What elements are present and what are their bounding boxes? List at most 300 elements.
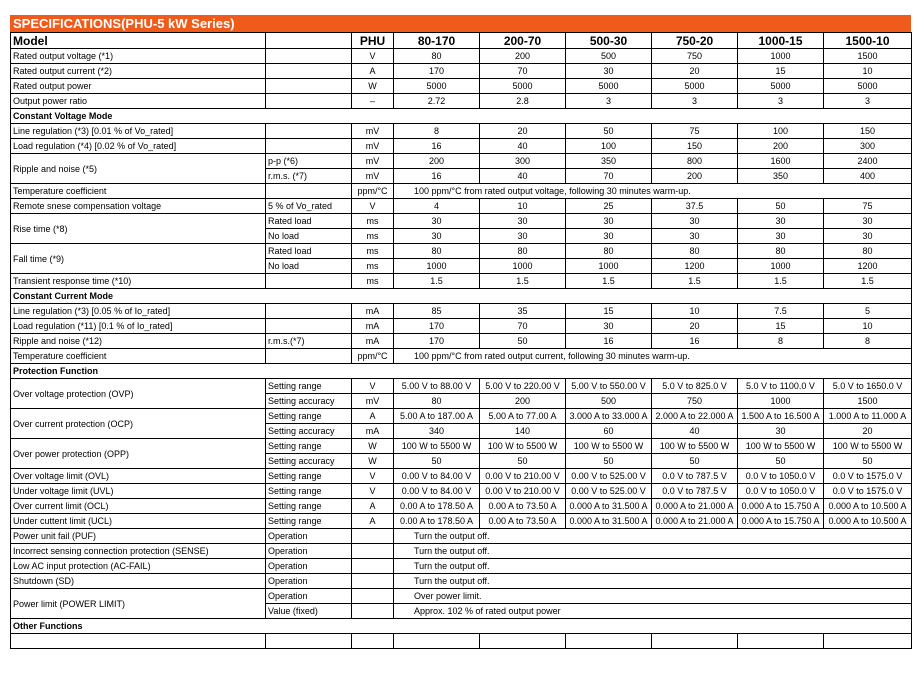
spec-value: 40 [480, 139, 566, 154]
spec-value: 85 [394, 304, 480, 319]
section-header-row [11, 289, 912, 304]
spec-value: 80 [394, 394, 480, 409]
spec-condition: Operation [266, 529, 352, 544]
spec-row [11, 589, 912, 604]
spec-row [11, 124, 912, 139]
spec-value: 30 [738, 229, 824, 244]
spec-row [11, 79, 912, 94]
spec-label: Output power ratio [11, 94, 266, 109]
spec-empty-cell [566, 634, 652, 649]
section-header-row [11, 109, 912, 124]
spec-unit [352, 559, 394, 574]
spec-unit: mA [352, 334, 394, 349]
spec-value: 100 W to 5500 W [652, 439, 738, 454]
spec-label: Ripple and noise (*12) [11, 334, 266, 349]
spec-value: 1.5 [566, 274, 652, 289]
spec-value: 80 [566, 244, 652, 259]
spec-value: 1500 [824, 49, 912, 64]
spec-condition: Rated load [266, 244, 352, 259]
spec-unit: ppm/°C [352, 349, 394, 364]
spec-empty-cell [824, 634, 912, 649]
spec-value: 10 [824, 64, 912, 79]
spec-value: 5.00 V to 220.00 V [480, 379, 566, 394]
spec-label: Temperature coefficient [11, 349, 266, 364]
spec-value: 16 [652, 334, 738, 349]
spec-value: 15 [738, 64, 824, 79]
spec-row [11, 154, 912, 169]
spec-value: 7.5 [738, 304, 824, 319]
spec-value: 50 [824, 454, 912, 469]
header-model-col: 200-70 [480, 33, 566, 49]
spec-label: Shutdown (SD) [11, 574, 266, 589]
spec-value: 80 [394, 244, 480, 259]
spec-value: 170 [394, 319, 480, 334]
spec-unit [352, 574, 394, 589]
spec-description: Turn the output off. [394, 574, 912, 589]
spec-value: 1.5 [652, 274, 738, 289]
spec-condition [266, 49, 352, 64]
spec-row [11, 499, 912, 514]
spec-value: 70 [566, 169, 652, 184]
spec-value: 200 [394, 154, 480, 169]
section-title: Other Functions [11, 619, 912, 634]
spec-value: 8 [824, 334, 912, 349]
spec-value: 2.72 [394, 94, 480, 109]
spec-condition: Operation [266, 544, 352, 559]
spec-value: 15 [566, 304, 652, 319]
spec-value: 5.00 V to 88.00 V [394, 379, 480, 394]
spec-value: 5.00 A to 77.00 A [480, 409, 566, 424]
spec-value: 2.000 A to 22.000 A [652, 409, 738, 424]
spec-label: Transient response time (*10) [11, 274, 266, 289]
spec-title: SPECIFICATIONS(PHU-5 kW Series) [10, 15, 911, 32]
header-model-col: 500-30 [566, 33, 652, 49]
spec-unit: A [352, 64, 394, 79]
spec-value: 100 W to 5500 W [824, 439, 912, 454]
spec-value: 0.00 A to 178.50 A [394, 499, 480, 514]
spec-row [11, 514, 912, 529]
spec-condition: Operation [266, 559, 352, 574]
spec-unit: V [352, 49, 394, 64]
spec-value: 2.8 [480, 94, 566, 109]
spec-value: 50 [738, 454, 824, 469]
spec-empty-cell [652, 634, 738, 649]
spec-condition [266, 274, 352, 289]
spec-value: 5 [824, 304, 912, 319]
spec-label: Over voltage protection (OVP) [11, 379, 266, 409]
spec-row [11, 184, 912, 199]
spec-value: 20 [824, 424, 912, 439]
spec-value: 10 [652, 304, 738, 319]
spec-description: Turn the output off. [394, 544, 912, 559]
spec-value: 50 [394, 454, 480, 469]
spec-label: Power unit fail (PUF) [11, 529, 266, 544]
spec-value: 5000 [824, 79, 912, 94]
spec-value: 5.00 V to 550.00 V [566, 379, 652, 394]
spec-value: 500 [566, 49, 652, 64]
spec-value: 170 [394, 64, 480, 79]
spec-value: 800 [652, 154, 738, 169]
spec-unit: ms [352, 244, 394, 259]
spec-value: 100 W to 5500 W [394, 439, 480, 454]
spec-value: 0.00 V to 210.00 V [480, 484, 566, 499]
spec-table [10, 32, 912, 649]
spec-label: Low AC input protection (AC-FAIL) [11, 559, 266, 574]
header-model-col: 750-20 [652, 33, 738, 49]
spec-value: 8 [394, 124, 480, 139]
header-unit: PHU [352, 33, 394, 49]
spec-unit: mA [352, 424, 394, 439]
spec-label: Over current limit (OCL) [11, 499, 266, 514]
spec-unit: V [352, 199, 394, 214]
spec-condition: Setting range [266, 379, 352, 394]
spec-value: 1200 [652, 259, 738, 274]
spec-value: 16 [394, 169, 480, 184]
spec-value: 500 [566, 394, 652, 409]
spec-value: 340 [394, 424, 480, 439]
spec-unit: A [352, 514, 394, 529]
spec-value: 0.000 A to 15.750 A [738, 514, 824, 529]
spec-description: 100 ppm/°C from rated output voltage, following 30 minutes warm-up. [394, 184, 912, 199]
section-title: Protection Function [11, 364, 912, 379]
spec-value: 2400 [824, 154, 912, 169]
spec-condition: No load [266, 259, 352, 274]
spec-empty-cell [266, 634, 352, 649]
spec-label: Rated output current (*2) [11, 64, 266, 79]
spec-label: Rated output power [11, 79, 266, 94]
spec-label: Incorrect sensing connection protection (SENSE) [11, 544, 266, 559]
spec-value: 0.0 V to 787.5 V [652, 484, 738, 499]
spec-row [11, 409, 912, 424]
spec-row [11, 484, 912, 499]
spec-value: 0.000 A to 21.000 A [652, 499, 738, 514]
header-model-col: 1500-10 [824, 33, 912, 49]
spec-unit: mA [352, 319, 394, 334]
spec-value: 75 [824, 199, 912, 214]
spec-condition: r.m.s.(*7) [266, 334, 352, 349]
spec-value: 3 [824, 94, 912, 109]
spec-value: 5000 [738, 79, 824, 94]
spec-condition: Setting accuracy [266, 424, 352, 439]
spec-value: 80 [824, 244, 912, 259]
spec-unit: mV [352, 139, 394, 154]
spec-row [11, 244, 912, 259]
spec-value: 0.00 A to 178.50 A [394, 514, 480, 529]
spec-row [11, 214, 912, 229]
spec-value: 0.0 V to 1050.0 V [738, 484, 824, 499]
spec-description: Turn the output off. [394, 559, 912, 574]
spec-value: 0.000 A to 15.750 A [738, 499, 824, 514]
spec-value: 25 [566, 199, 652, 214]
spec-value: 0.000 A to 10.500 A [824, 499, 912, 514]
section-title: Constant Voltage Mode [11, 109, 912, 124]
spec-row [11, 139, 912, 154]
spec-label: Line regulation (*3) [0.01 % of Vo_rated] [11, 124, 266, 139]
spec-condition [266, 184, 352, 199]
spec-value: 30 [738, 214, 824, 229]
spec-value: 20 [652, 64, 738, 79]
spec-value: 5.0 V to 1100.0 V [738, 379, 824, 394]
spec-value: 30 [824, 229, 912, 244]
spec-value: 1200 [824, 259, 912, 274]
spec-value: 35 [480, 304, 566, 319]
spec-value: 5.0 V to 1650.0 V [824, 379, 912, 394]
spec-condition: Setting accuracy [266, 454, 352, 469]
spec-row [11, 634, 912, 649]
spec-value: 40 [652, 424, 738, 439]
spec-unit: ms [352, 229, 394, 244]
spec-unit: V [352, 484, 394, 499]
spec-value: 0.00 V to 525.00 V [566, 469, 652, 484]
spec-condition [266, 319, 352, 334]
spec-row [11, 529, 912, 544]
spec-value: 3 [652, 94, 738, 109]
spec-row [11, 274, 912, 289]
spec-value: 80 [738, 244, 824, 259]
spec-value: 50 [566, 454, 652, 469]
spec-row [11, 94, 912, 109]
spec-description: Approx. 102 % of rated output power [394, 604, 912, 619]
spec-condition: Setting range [266, 514, 352, 529]
spec-unit: mV [352, 154, 394, 169]
spec-value: 1000 [394, 259, 480, 274]
spec-value: 50 [652, 454, 738, 469]
spec-unit: V [352, 469, 394, 484]
spec-value: 750 [652, 49, 738, 64]
spec-empty-cell [11, 634, 266, 649]
spec-condition: Setting accuracy [266, 394, 352, 409]
spec-description: Over power limit. [394, 589, 912, 604]
spec-label: Over power protection (OPP) [11, 439, 266, 469]
spec-row [11, 304, 912, 319]
spec-condition: Setting range [266, 499, 352, 514]
spec-unit: ppm/°C [352, 184, 394, 199]
spec-value: 100 W to 5500 W [480, 439, 566, 454]
spec-unit: ms [352, 274, 394, 289]
spec-sheet [10, 15, 911, 649]
spec-value: 150 [824, 124, 912, 139]
spec-row [11, 574, 912, 589]
spec-condition: Rated load [266, 214, 352, 229]
spec-value: 70 [480, 64, 566, 79]
spec-value: 0.00 A to 73.50 A [480, 514, 566, 529]
spec-value: 20 [652, 319, 738, 334]
spec-value: 1.5 [738, 274, 824, 289]
spec-unit: W [352, 454, 394, 469]
spec-empty-cell [738, 634, 824, 649]
spec-label: Rise time (*8) [11, 214, 266, 244]
spec-value: 50 [480, 334, 566, 349]
spec-condition: Operation [266, 574, 352, 589]
spec-value: 5000 [394, 79, 480, 94]
spec-condition: No load [266, 229, 352, 244]
spec-value: 8 [738, 334, 824, 349]
spec-row [11, 349, 912, 364]
spec-value: 5000 [566, 79, 652, 94]
spec-value: 1500 [824, 394, 912, 409]
spec-value: 150 [652, 139, 738, 154]
spec-value: 30 [652, 229, 738, 244]
spec-value: 0.0 V to 1575.0 V [824, 484, 912, 499]
spec-empty-cell [480, 634, 566, 649]
spec-value: 30 [566, 319, 652, 334]
spec-label: Over voltage limit (OVL) [11, 469, 266, 484]
spec-label: Power limit (POWER LIMIT) [11, 589, 266, 619]
spec-value: 50 [566, 124, 652, 139]
spec-value: 0.00 V to 525.00 V [566, 484, 652, 499]
spec-value: 30 [480, 214, 566, 229]
spec-value: 70 [480, 319, 566, 334]
spec-condition: Setting range [266, 409, 352, 424]
spec-value: 100 [566, 139, 652, 154]
spec-row [11, 319, 912, 334]
spec-row [11, 64, 912, 79]
header-model: Model [11, 33, 266, 49]
spec-value: 3 [566, 94, 652, 109]
spec-value: 0.000 A to 31.500 A [566, 514, 652, 529]
spec-row [11, 379, 912, 394]
spec-value: 1.5 [824, 274, 912, 289]
spec-value: 75 [652, 124, 738, 139]
spec-description: Turn the output off. [394, 529, 912, 544]
spec-condition: 5 % of Vo_rated [266, 199, 352, 214]
spec-value: 300 [824, 139, 912, 154]
section-header-row [11, 364, 912, 379]
section-title: Constant Current Mode [11, 289, 912, 304]
spec-value: 3.000 A to 33.000 A [566, 409, 652, 424]
spec-value: 30 [566, 229, 652, 244]
spec-value: 3 [738, 94, 824, 109]
spec-row [11, 469, 912, 484]
spec-unit: mV [352, 169, 394, 184]
spec-condition [266, 304, 352, 319]
spec-value: 30 [480, 229, 566, 244]
spec-label: Under voltage limit (UVL) [11, 484, 266, 499]
spec-unit: – [352, 94, 394, 109]
spec-row [11, 559, 912, 574]
section-header-row [11, 619, 912, 634]
spec-value: 0.0 V to 787.5 V [652, 469, 738, 484]
spec-row [11, 544, 912, 559]
spec-value: 50 [738, 199, 824, 214]
spec-value: 0.0 V to 1575.0 V [824, 469, 912, 484]
spec-unit [352, 529, 394, 544]
spec-unit: W [352, 79, 394, 94]
spec-value: 0.00 V to 84.00 V [394, 484, 480, 499]
spec-value: 350 [566, 154, 652, 169]
spec-condition [266, 139, 352, 154]
spec-condition: Setting range [266, 439, 352, 454]
spec-value: 200 [652, 169, 738, 184]
spec-value: 170 [394, 334, 480, 349]
spec-unit: mV [352, 394, 394, 409]
spec-value: 80 [480, 244, 566, 259]
spec-condition: Value (fixed) [266, 604, 352, 619]
spec-value: 350 [738, 169, 824, 184]
spec-value: 1000 [480, 259, 566, 274]
spec-condition [266, 349, 352, 364]
spec-value: 1000 [738, 259, 824, 274]
spec-value: 40 [480, 169, 566, 184]
spec-row [11, 199, 912, 214]
spec-unit: W [352, 439, 394, 454]
header-model-col: 80-170 [394, 33, 480, 49]
spec-condition [266, 64, 352, 79]
spec-value: 0.0 V to 1050.0 V [738, 469, 824, 484]
spec-value: 30 [738, 424, 824, 439]
spec-label: Load regulation (*4) [0.02 % of Vo_rated] [11, 139, 266, 154]
spec-condition: Setting range [266, 469, 352, 484]
spec-label: Rated output voltage (*1) [11, 49, 266, 64]
spec-condition: r.m.s. (*7) [266, 169, 352, 184]
spec-value: 1.000 A to 11.000 A [824, 409, 912, 424]
spec-value: 0.00 A to 73.50 A [480, 499, 566, 514]
spec-value: 200 [480, 49, 566, 64]
spec-label: Over current protection (OCP) [11, 409, 266, 439]
spec-value: 4 [394, 199, 480, 214]
spec-value: 10 [480, 199, 566, 214]
spec-value: 0.000 A to 21.000 A [652, 514, 738, 529]
spec-row [11, 334, 912, 349]
spec-empty-cell [394, 634, 480, 649]
spec-label: Under cuttent limit (UCL) [11, 514, 266, 529]
spec-label: Ripple and noise (*5) [11, 154, 266, 184]
spec-value: 80 [652, 244, 738, 259]
spec-value: 1.5 [394, 274, 480, 289]
spec-label: Fall time (*9) [11, 244, 266, 274]
spec-value: 1.500 A to 16.500 A [738, 409, 824, 424]
spec-row [11, 49, 912, 64]
spec-value: 30 [394, 214, 480, 229]
spec-value: 16 [394, 139, 480, 154]
spec-condition: Operation [266, 589, 352, 604]
spec-value: 20 [480, 124, 566, 139]
spec-value: 30 [652, 214, 738, 229]
spec-condition [266, 94, 352, 109]
spec-value: 100 W to 5500 W [738, 439, 824, 454]
spec-value: 50 [480, 454, 566, 469]
spec-value: 1000 [738, 394, 824, 409]
spec-value: 1000 [738, 49, 824, 64]
spec-value: 300 [480, 154, 566, 169]
spec-value: 37.5 [652, 199, 738, 214]
spec-condition: Setting range [266, 484, 352, 499]
spec-value: 30 [566, 64, 652, 79]
header-blank [266, 33, 352, 49]
spec-value: 80 [394, 49, 480, 64]
header-row [11, 33, 912, 49]
spec-unit: mV [352, 124, 394, 139]
spec-empty-cell [352, 634, 394, 649]
spec-unit: V [352, 379, 394, 394]
spec-row [11, 439, 912, 454]
spec-unit: ms [352, 214, 394, 229]
spec-value: 16 [566, 334, 652, 349]
spec-value: 15 [738, 319, 824, 334]
spec-value: 1.5 [480, 274, 566, 289]
spec-label: Temperature coefficient [11, 184, 266, 199]
spec-value: 5000 [480, 79, 566, 94]
spec-label: Remote snese compensation voltage [11, 199, 266, 214]
spec-value: 0.000 A to 31.500 A [566, 499, 652, 514]
spec-value: 100 W to 5500 W [566, 439, 652, 454]
spec-condition [266, 79, 352, 94]
spec-value: 1600 [738, 154, 824, 169]
spec-unit: A [352, 409, 394, 424]
spec-value: 400 [824, 169, 912, 184]
spec-value: 0.00 V to 210.00 V [480, 469, 566, 484]
spec-value: 100 [738, 124, 824, 139]
